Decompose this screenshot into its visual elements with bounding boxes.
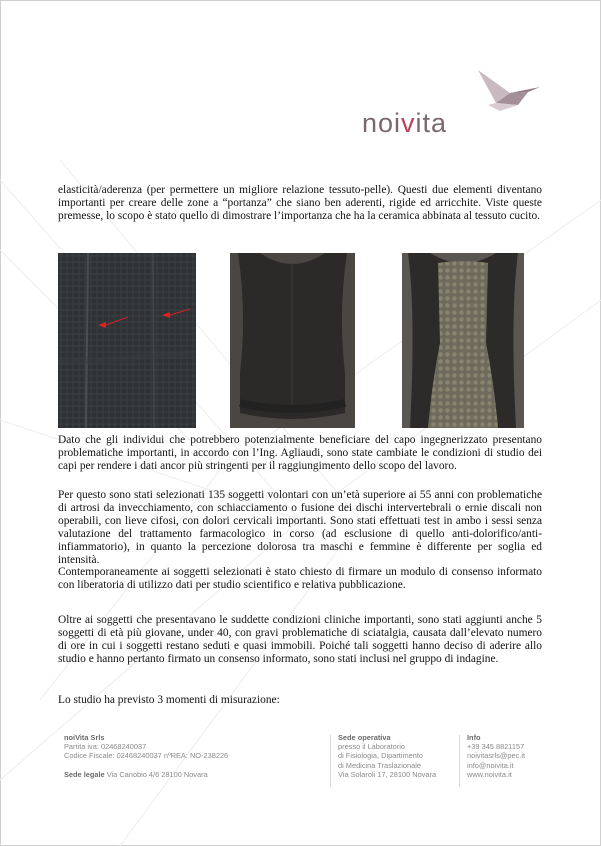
operativa-line: di Fisiologia, Dipartimento <box>338 751 424 761</box>
body-paragraph-2 <box>58 434 542 473</box>
logo-accent-letter: v <box>401 108 416 138</box>
footer-info <box>467 733 567 779</box>
body-paragraph-3 <box>58 489 542 592</box>
operativa-line: Via Solaroli 17, 28100 Novara <box>338 769 437 779</box>
logo-prefix: noi <box>362 108 402 138</box>
codice-fiscale: Codice Fiscale: 02468240037 nºREA: NO-238226 <box>64 751 229 761</box>
legal-address: Via Canobio 4/6 28100 Novara <box>106 769 208 779</box>
body-paragraph-1 <box>58 184 542 223</box>
paragraph-text: Per questo sono stati selezionati 135 soggetti volontari con un’età superiore ai 55 anni con problematiche di artrosi da invecchiamento, con schiacciamento o fusione dei dischi intervertebrali o ernie discali non operabili, con lieve cifosi, con dolori cervicali importanti. Sono stati effettuati test in ambo i sessi senza valutazione del trattamento farmacologico in corso (ad esclusione di quello anti-dolorifico/anti-infiammatorio), in quanto la percezione dolorosa tra maschi e femmine è differente per soglia ed intensità. <box>58 489 542 566</box>
paragraph-text: Contemporaneamente ai soggetti selezionati è stato chiesto di firmare un modulo di consenso informato con liberatoria di utilizzo dati per studio scientifico e relativa pubblicazione. <box>58 566 542 592</box>
footer-company <box>64 733 324 779</box>
paragraph-text: Dato che gli individui che potrebbero potenzialmente beneficiare del capo ingegnerizzato presentano problematiche importanti, in accordo con l’Ing. Agliaudi, sono state cambiate le condizioni di studio dei capi per rendere i dati ancor più stringenti per il raggiungimento dello scopo del lavoro. <box>58 434 542 472</box>
company-name: noiVita Srls <box>64 733 105 742</box>
footer-divider <box>330 735 331 787</box>
legal-address-row <box>64 770 324 779</box>
paragraph-text: Oltre ai soggetti che presentavano le suddette condizioni cliniche importanti, sono stati aggiunti anche 5 soggetti di età più giovane, under 40, con gravi problematiche di sciatalgia, causata dall’elevato numero di ore in cui i soggetti restano seduti e quasi immobili. Poiché tali soggetti hanno deciso di aderire allo studio e hanno pertanto firmato un consenso informato, sono stati inclusi nel gruppo di indagine. <box>58 614 542 665</box>
paragraph-text: Lo studio ha previsto 3 momenti di misurazione: <box>58 694 280 706</box>
fabric-closeup-photo <box>58 253 196 428</box>
noivita-logo-wordmark <box>362 108 447 139</box>
body-paragraph-6 <box>58 694 542 707</box>
info-email[interactable]: info@noivita.it <box>467 760 514 770</box>
info-phone: +39 345 8821157 <box>467 742 525 752</box>
partita-iva: Partita iva: 02468240037 <box>64 742 147 752</box>
info-pec[interactable]: noivitasrls@pec.it <box>467 751 526 761</box>
body-paragraph-5 <box>58 614 542 666</box>
logo-suffix: ita <box>415 108 448 138</box>
operativa-line: di Medicina Traslazionale <box>338 760 421 770</box>
footer-divider <box>459 735 460 787</box>
legal-address-label: Sede legale <box>64 769 105 779</box>
vest-inner-ceramic-photo <box>402 253 524 428</box>
info-website[interactable]: www.noivita.it <box>467 769 512 779</box>
info-heading: Info <box>467 733 481 742</box>
paragraph-text: elasticità/aderenza (per permettere un migliore relazione tessuto-pelle). Questi due elementi diventano importanti per creare delle zone a “portanza” che siano ben aderenti, rigide ed arricchite. Viste queste premesse, lo scopo è stato quello di dimostrare l’importanza che ha la ceramica abbinata al tessuto cucito. <box>58 184 542 222</box>
vest-back-photo <box>230 253 355 428</box>
operativa-line: presso il Laboratorio <box>338 742 405 752</box>
footer-operativa <box>338 733 458 779</box>
operativa-heading: Sede operativa <box>338 733 391 742</box>
